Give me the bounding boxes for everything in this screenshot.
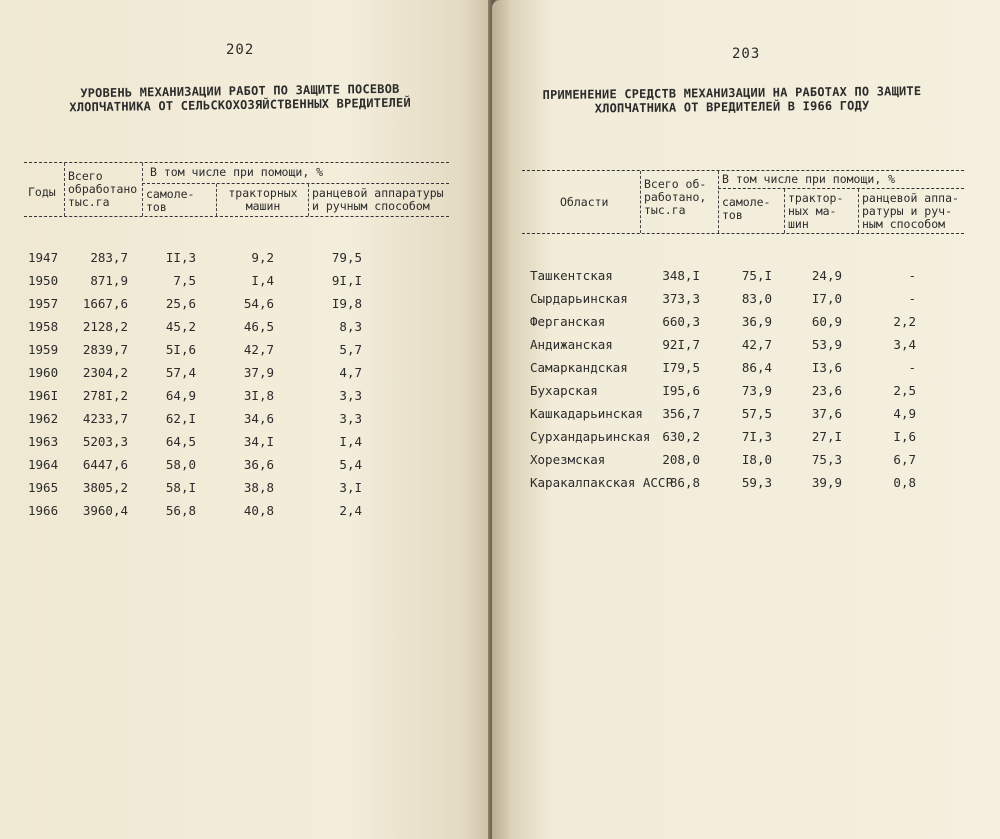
cell-tractor: 46,5: [243, 319, 274, 334]
left-header-knapsack-line1: ранцевой аппаратуры: [312, 186, 444, 200]
cell-aircraft: 57,5: [741, 406, 772, 421]
cell-knapsack: -: [908, 291, 916, 306]
left-header-total-line1: Всего: [68, 169, 103, 183]
left-header-bottom-rule: [24, 216, 449, 217]
cell-aircraft: 58,I: [165, 480, 196, 495]
left-header-aircraft-line1: самоле-: [146, 187, 195, 201]
right-header-total: [644, 178, 706, 217]
table-row: [0, 319, 497, 339]
cell-tractor: 54,6: [243, 296, 274, 311]
cell-tractor: 53,9: [811, 337, 842, 352]
cell-year: 196I: [28, 388, 59, 403]
table-row: [492, 314, 1000, 334]
table-row: [0, 273, 497, 293]
cell-region: Бухарская: [530, 383, 598, 398]
table-row: [0, 434, 497, 454]
left-title-line1: УРОВЕНЬ МЕХАНИЗАЦИИ РАБОТ ПО ЗАЩИТЕ ПОСЕВОВ: [80, 81, 400, 101]
cell-aircraft: 86,4: [741, 360, 772, 375]
cell-total: I95,6: [662, 383, 700, 398]
right-header-total-line2: работано,: [644, 190, 707, 204]
cell-aircraft: 57,4: [165, 365, 196, 380]
cell-tractor: 37,9: [243, 365, 274, 380]
right-title-line2: ХЛОПЧАТНИКА ОТ ВРЕДИТЕЛЕЙ В I966 ГОДУ: [594, 98, 870, 116]
cell-knapsack: -: [908, 360, 916, 375]
left-header-mid-rule: [142, 183, 449, 184]
cell-total: 1667,6: [82, 296, 128, 311]
cell-year: 1962: [28, 411, 59, 426]
table-row: [492, 429, 1000, 449]
cell-tractor: 24,9: [811, 268, 842, 283]
left-col-divider-2: [142, 163, 143, 216]
cell-knapsack: 3,I: [339, 480, 362, 495]
cell-region: Каракалпакская АССР: [530, 475, 673, 490]
cell-tractor: 40,8: [243, 503, 274, 518]
table-row: [0, 503, 497, 523]
right-col-divider-2: [718, 171, 719, 233]
cell-aircraft: 58,0: [165, 457, 196, 472]
cell-total: 208,0: [662, 452, 700, 467]
cell-knapsack: 2,2: [893, 314, 916, 329]
table-row: [0, 457, 497, 477]
right-header-total-line1: Всего об-: [644, 177, 707, 191]
cell-year: 1959: [28, 342, 59, 357]
table-row: [0, 388, 497, 408]
cell-aircraft: 25,6: [165, 296, 196, 311]
right-header-group: В том числе при помощи, %: [722, 172, 896, 186]
cell-total: 630,2: [662, 429, 700, 444]
cell-tractor: 39,9: [811, 475, 842, 490]
cell-aircraft: 59,3: [741, 475, 772, 490]
cell-tractor: 36,6: [243, 457, 274, 472]
left-header-knapsack-line2: и ручным способом: [312, 199, 430, 213]
right-header-aircraft-line1: самоле-: [722, 195, 771, 209]
cell-tractor: 37,6: [811, 406, 842, 421]
table-row: [0, 365, 497, 385]
right-header-mid-rule: [718, 188, 964, 189]
right-header-knapsack-line3: ным способом: [862, 217, 946, 231]
cell-aircraft: 62,I: [165, 411, 196, 426]
cell-region: Ферганская: [530, 314, 606, 329]
left-title-line2: ХЛОПЧАТНИКА ОТ СЕЛЬСКОХОЗЯЙСТВЕННЫХ ВРЕДИТЕЛЕЙ: [69, 95, 411, 115]
cell-total: 6447,6: [82, 457, 128, 472]
cell-knapsack: 6,7: [893, 452, 916, 467]
right-header-knapsack: [862, 192, 959, 231]
right-header-aircraft: [722, 196, 770, 222]
cell-total: 5203,3: [82, 434, 128, 449]
cell-aircraft: 42,7: [741, 337, 772, 352]
right-title-line1: ПРИМЕНЕНИЕ СРЕДСТВ МЕХАНИЗАЦИИ НА РАБОТАХ ПО ЗАЩИТЕ: [542, 84, 922, 102]
cell-total: 356,7: [662, 406, 700, 421]
right-header-tractor-line2: ных ма-: [788, 204, 837, 218]
cell-aircraft: 5I,6: [165, 342, 196, 357]
right-col-divider-1: [640, 171, 641, 233]
cell-total: 3805,2: [82, 480, 128, 495]
cell-total: 348,I: [662, 268, 700, 283]
right-header-tractor: [788, 192, 843, 231]
table-row: [0, 342, 497, 362]
cell-knapsack: 3,3: [339, 388, 362, 403]
left-page: [0, 0, 497, 839]
cell-total: 86,8: [669, 475, 700, 490]
cell-year: 1947: [28, 250, 59, 265]
right-header-total-line3: тыс.га: [644, 203, 686, 217]
left-header-tractor: [226, 187, 300, 213]
cell-aircraft: 7I,3: [741, 429, 772, 444]
cell-tractor: 38,8: [243, 480, 274, 495]
cell-total: 2839,7: [82, 342, 128, 357]
right-header-knapsack-line2: ратуры и руч-: [862, 204, 953, 218]
cell-tractor: 75,3: [811, 452, 842, 467]
cell-region: Ташкентская: [530, 268, 613, 283]
cell-total: 373,3: [662, 291, 700, 306]
cell-region: Кашкадарьинская: [530, 406, 643, 421]
left-header-tractor-line2: машин: [245, 199, 281, 213]
left-col-divider-3: [216, 184, 217, 216]
cell-knapsack: 3,4: [893, 337, 916, 352]
cell-knapsack: 5,7: [339, 342, 362, 357]
cell-region: Самаркандская: [530, 360, 628, 375]
cell-year: 1964: [28, 457, 59, 472]
cell-knapsack: 9I,I: [331, 273, 362, 288]
left-header-group: В том числе при помощи, %: [150, 165, 324, 179]
left-header-total: [68, 170, 137, 209]
right-table-title: [522, 84, 942, 116]
left-col-divider-1: [64, 163, 65, 216]
cell-tractor: I3,6: [811, 360, 842, 375]
right-col-divider-4: [858, 189, 859, 233]
table-row: [492, 337, 1000, 357]
cell-aircraft: I8,0: [741, 452, 772, 467]
cell-tractor: 34,I: [243, 434, 274, 449]
cell-year: 1963: [28, 434, 59, 449]
left-page-number: 202: [226, 42, 255, 58]
cell-aircraft: 7,5: [173, 273, 196, 288]
cell-total: I79,5: [662, 360, 700, 375]
cell-aircraft: 64,9: [165, 388, 196, 403]
left-col-divider-4: [308, 184, 309, 216]
right-page-number: 203: [732, 46, 761, 62]
cell-knapsack: 0,8: [893, 475, 916, 490]
table-row: [492, 291, 1000, 311]
cell-total: 2304,2: [82, 365, 128, 380]
cell-year: 1966: [28, 503, 59, 518]
right-header-knapsack-line1: ранцевой аппа-: [862, 191, 959, 205]
cell-year: 1958: [28, 319, 59, 334]
table-row: [492, 268, 1000, 288]
cell-knapsack: I,6: [893, 429, 916, 444]
cell-year: 1960: [28, 365, 59, 380]
cell-knapsack: I,4: [339, 434, 362, 449]
cell-knapsack: 5,4: [339, 457, 362, 472]
table-row: [492, 406, 1000, 426]
left-header-years: Годы: [28, 185, 56, 199]
right-header-tractor-line1: трактор-: [788, 191, 844, 205]
table-row: [0, 250, 497, 270]
table-row: [0, 296, 497, 316]
cell-total: 283,7: [90, 250, 128, 265]
cell-region: Сурхандарьинская: [530, 429, 651, 444]
cell-aircraft: 73,9: [741, 383, 772, 398]
cell-tractor: I,4: [251, 273, 274, 288]
cell-aircraft: 83,0: [741, 291, 772, 306]
left-header-total-line3: тыс.га: [68, 195, 110, 209]
right-page: [492, 0, 1000, 839]
cell-year: 1965: [28, 480, 59, 495]
table-row: [492, 383, 1000, 403]
left-header-aircraft-line2: тов: [146, 200, 167, 214]
cell-knapsack: 79,5: [331, 250, 362, 265]
cell-tractor: I7,0: [811, 291, 842, 306]
cell-region: Андижанская: [530, 337, 613, 352]
cell-total: 2128,2: [82, 319, 128, 334]
cell-tractor: 3I,8: [243, 388, 274, 403]
cell-knapsack: 4,9: [893, 406, 916, 421]
left-header-tractor-line1: тракторных: [228, 186, 298, 200]
cell-knapsack: 2,5: [893, 383, 916, 398]
cell-knapsack: 3,3: [339, 411, 362, 426]
cell-aircraft: 64,5: [165, 434, 196, 449]
left-table-title: [40, 81, 440, 115]
right-header-bottom-rule: [522, 233, 964, 234]
left-header-total-line2: обработано: [68, 182, 138, 196]
cell-total: 92I,7: [662, 337, 700, 352]
right-header-top-rule: [522, 170, 964, 171]
cell-total: 278I,2: [82, 388, 128, 403]
cell-total: 3960,4: [82, 503, 128, 518]
cell-tractor: 23,6: [811, 383, 842, 398]
cell-knapsack: 8,3: [339, 319, 362, 334]
table-row: [492, 475, 1000, 495]
cell-region: Хорезмская: [530, 452, 606, 467]
cell-tractor: 60,9: [811, 314, 842, 329]
table-row: [492, 452, 1000, 472]
left-header-aircraft: [146, 188, 194, 214]
cell-aircraft: II,3: [165, 250, 196, 265]
cell-region: Сырдарьинская: [530, 291, 628, 306]
table-row: [492, 360, 1000, 380]
cell-knapsack: -: [908, 268, 916, 283]
cell-year: 1950: [28, 273, 59, 288]
left-header-knapsack: [312, 187, 444, 213]
cell-aircraft: 56,8: [165, 503, 196, 518]
cell-knapsack: 4,7: [339, 365, 362, 380]
right-col-divider-3: [784, 189, 785, 233]
right-header-regions: Области: [560, 195, 609, 209]
cell-aircraft: 75,I: [741, 268, 772, 283]
left-header-top-rule: [24, 162, 449, 163]
cell-tractor: 27,I: [811, 429, 842, 444]
cell-knapsack: I9,8: [331, 296, 362, 311]
cell-aircraft: 45,2: [165, 319, 196, 334]
cell-tractor: 9,2: [251, 250, 274, 265]
table-row: [0, 411, 497, 431]
table-row: [0, 480, 497, 500]
cell-total: 871,9: [90, 273, 128, 288]
cell-tractor: 42,7: [243, 342, 274, 357]
right-header-tractor-line3: шин: [788, 217, 809, 231]
right-header-aircraft-line2: тов: [722, 208, 743, 222]
cell-total: 660,3: [662, 314, 700, 329]
cell-total: 4233,7: [82, 411, 128, 426]
cell-knapsack: 2,4: [339, 503, 362, 518]
cell-year: 1957: [28, 296, 59, 311]
cell-tractor: 34,6: [243, 411, 274, 426]
cell-aircraft: 36,9: [741, 314, 772, 329]
